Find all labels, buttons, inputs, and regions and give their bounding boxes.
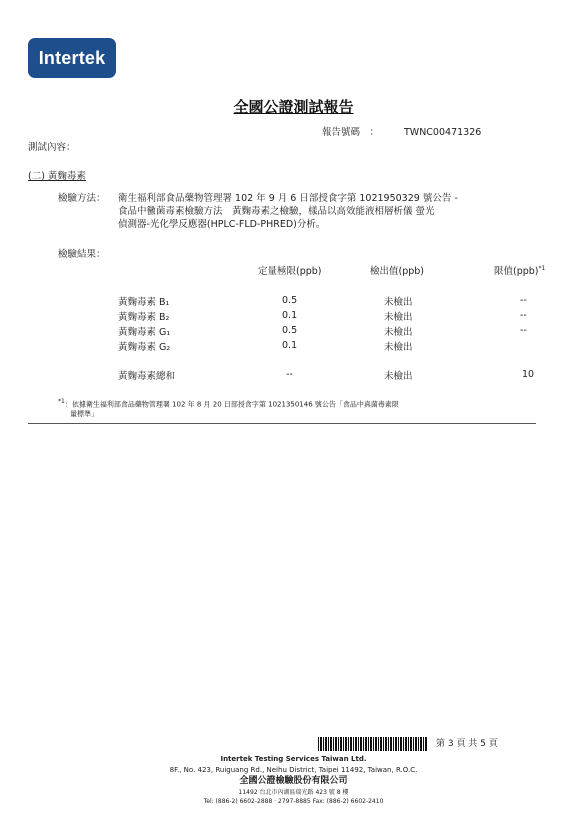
header-loq: 定量極限(ppb) (258, 265, 322, 277)
section-title: (二) 黃麴毒素 (28, 171, 86, 182)
divider (28, 423, 536, 424)
row-name: 黃麴毒素 B₂ (118, 311, 170, 323)
table-total-row (118, 367, 584, 382)
footer-address-zh: 11492 台北市內湖區瑞光路 423 號 8 樓 (238, 789, 349, 796)
footnote-line: ：依據衛生福利部食品藥物管理署 102 年 8 月 20 日部授食字第 1021350146 號公告「食品中真菌毒素限 (64, 400, 399, 409)
barcode-icon (318, 737, 428, 751)
row-result: 未檢出 (384, 311, 413, 323)
footer-contact: Tel: (886-2) 6602-2888 · 2797-8885 Fax: (886-2) 6602-2410 (203, 798, 384, 805)
row-loq: 0.1 (282, 310, 298, 321)
row-name: 黃麴毒素 G₂ (118, 341, 171, 353)
row-result: 未檢出 (384, 296, 413, 308)
total-name: 黃麴毒素總和 (118, 370, 176, 382)
footnote (58, 397, 538, 419)
header-limit: 限值(ppb)$^{*1}$ (494, 264, 546, 277)
table-row (118, 293, 584, 308)
footnote-mark: *1 (58, 398, 65, 405)
method-line: 食品中黴菌毒素檢驗方法 黃麴毒素之檢驗，樣品以高效能液相層析儀 螢光 (118, 206, 435, 217)
method-text (118, 192, 538, 231)
row-result: 未檢出 (384, 341, 413, 353)
total-limit: 10 (522, 369, 535, 380)
row-loq: 0.5 (282, 325, 298, 336)
results-table (118, 262, 584, 382)
page-title: 全國公證測試報告 (233, 98, 354, 116)
row-limit (480, 338, 584, 353)
row-result: 未檢出 (384, 326, 413, 338)
table-row (118, 308, 584, 323)
report-number: TWNC00471326 (404, 127, 482, 138)
intertek-logo: Intertek (28, 38, 116, 78)
row-name: 黃麴毒素 G₁ (118, 326, 171, 338)
table-row (118, 338, 584, 353)
footer-company-zh: 全國公證檢驗股份有限公司 (239, 776, 348, 786)
method-label: 檢驗方法： (58, 193, 106, 204)
result-label: 檢驗結果： (58, 249, 106, 260)
row-limit: -- (520, 325, 527, 336)
row-limit: -- (520, 295, 527, 306)
row-loq: 0.1 (282, 340, 298, 351)
test-content-label: 測試內容： (28, 142, 76, 153)
row-limit: -- (520, 310, 527, 321)
footer-company-en: Intertek Testing Services Taiwan Ltd. (220, 755, 367, 763)
method-line: 偵測器-光化學反應器(HPLC-FLD-PHRED)分析。 (118, 219, 326, 230)
header-result: 檢出值(ppb) (370, 265, 425, 277)
page-info: 第 3 頁 共 5 頁 (436, 739, 498, 749)
total-loq: -- (286, 369, 293, 380)
table-header-row (118, 262, 584, 277)
table-row (118, 323, 584, 338)
total-result: 未檢出 (384, 370, 413, 382)
row-name: 黃麴毒素 B₁ (118, 296, 170, 308)
footer-address-en: 8F., No. 423, Ruiguang Rd., Neihu District, Taipei 11492, Taiwan, R.O.C. (169, 766, 418, 774)
row-loq: 0.5 (282, 295, 298, 306)
report-number-label: 報告號碼 ： (322, 127, 380, 138)
method-line: 衛生福利部食品藥物管理署 102 年 9 月 6 日部授食字第 1021950329 號公告 - (118, 193, 458, 204)
footnote-line: 量標準」 (70, 410, 98, 419)
